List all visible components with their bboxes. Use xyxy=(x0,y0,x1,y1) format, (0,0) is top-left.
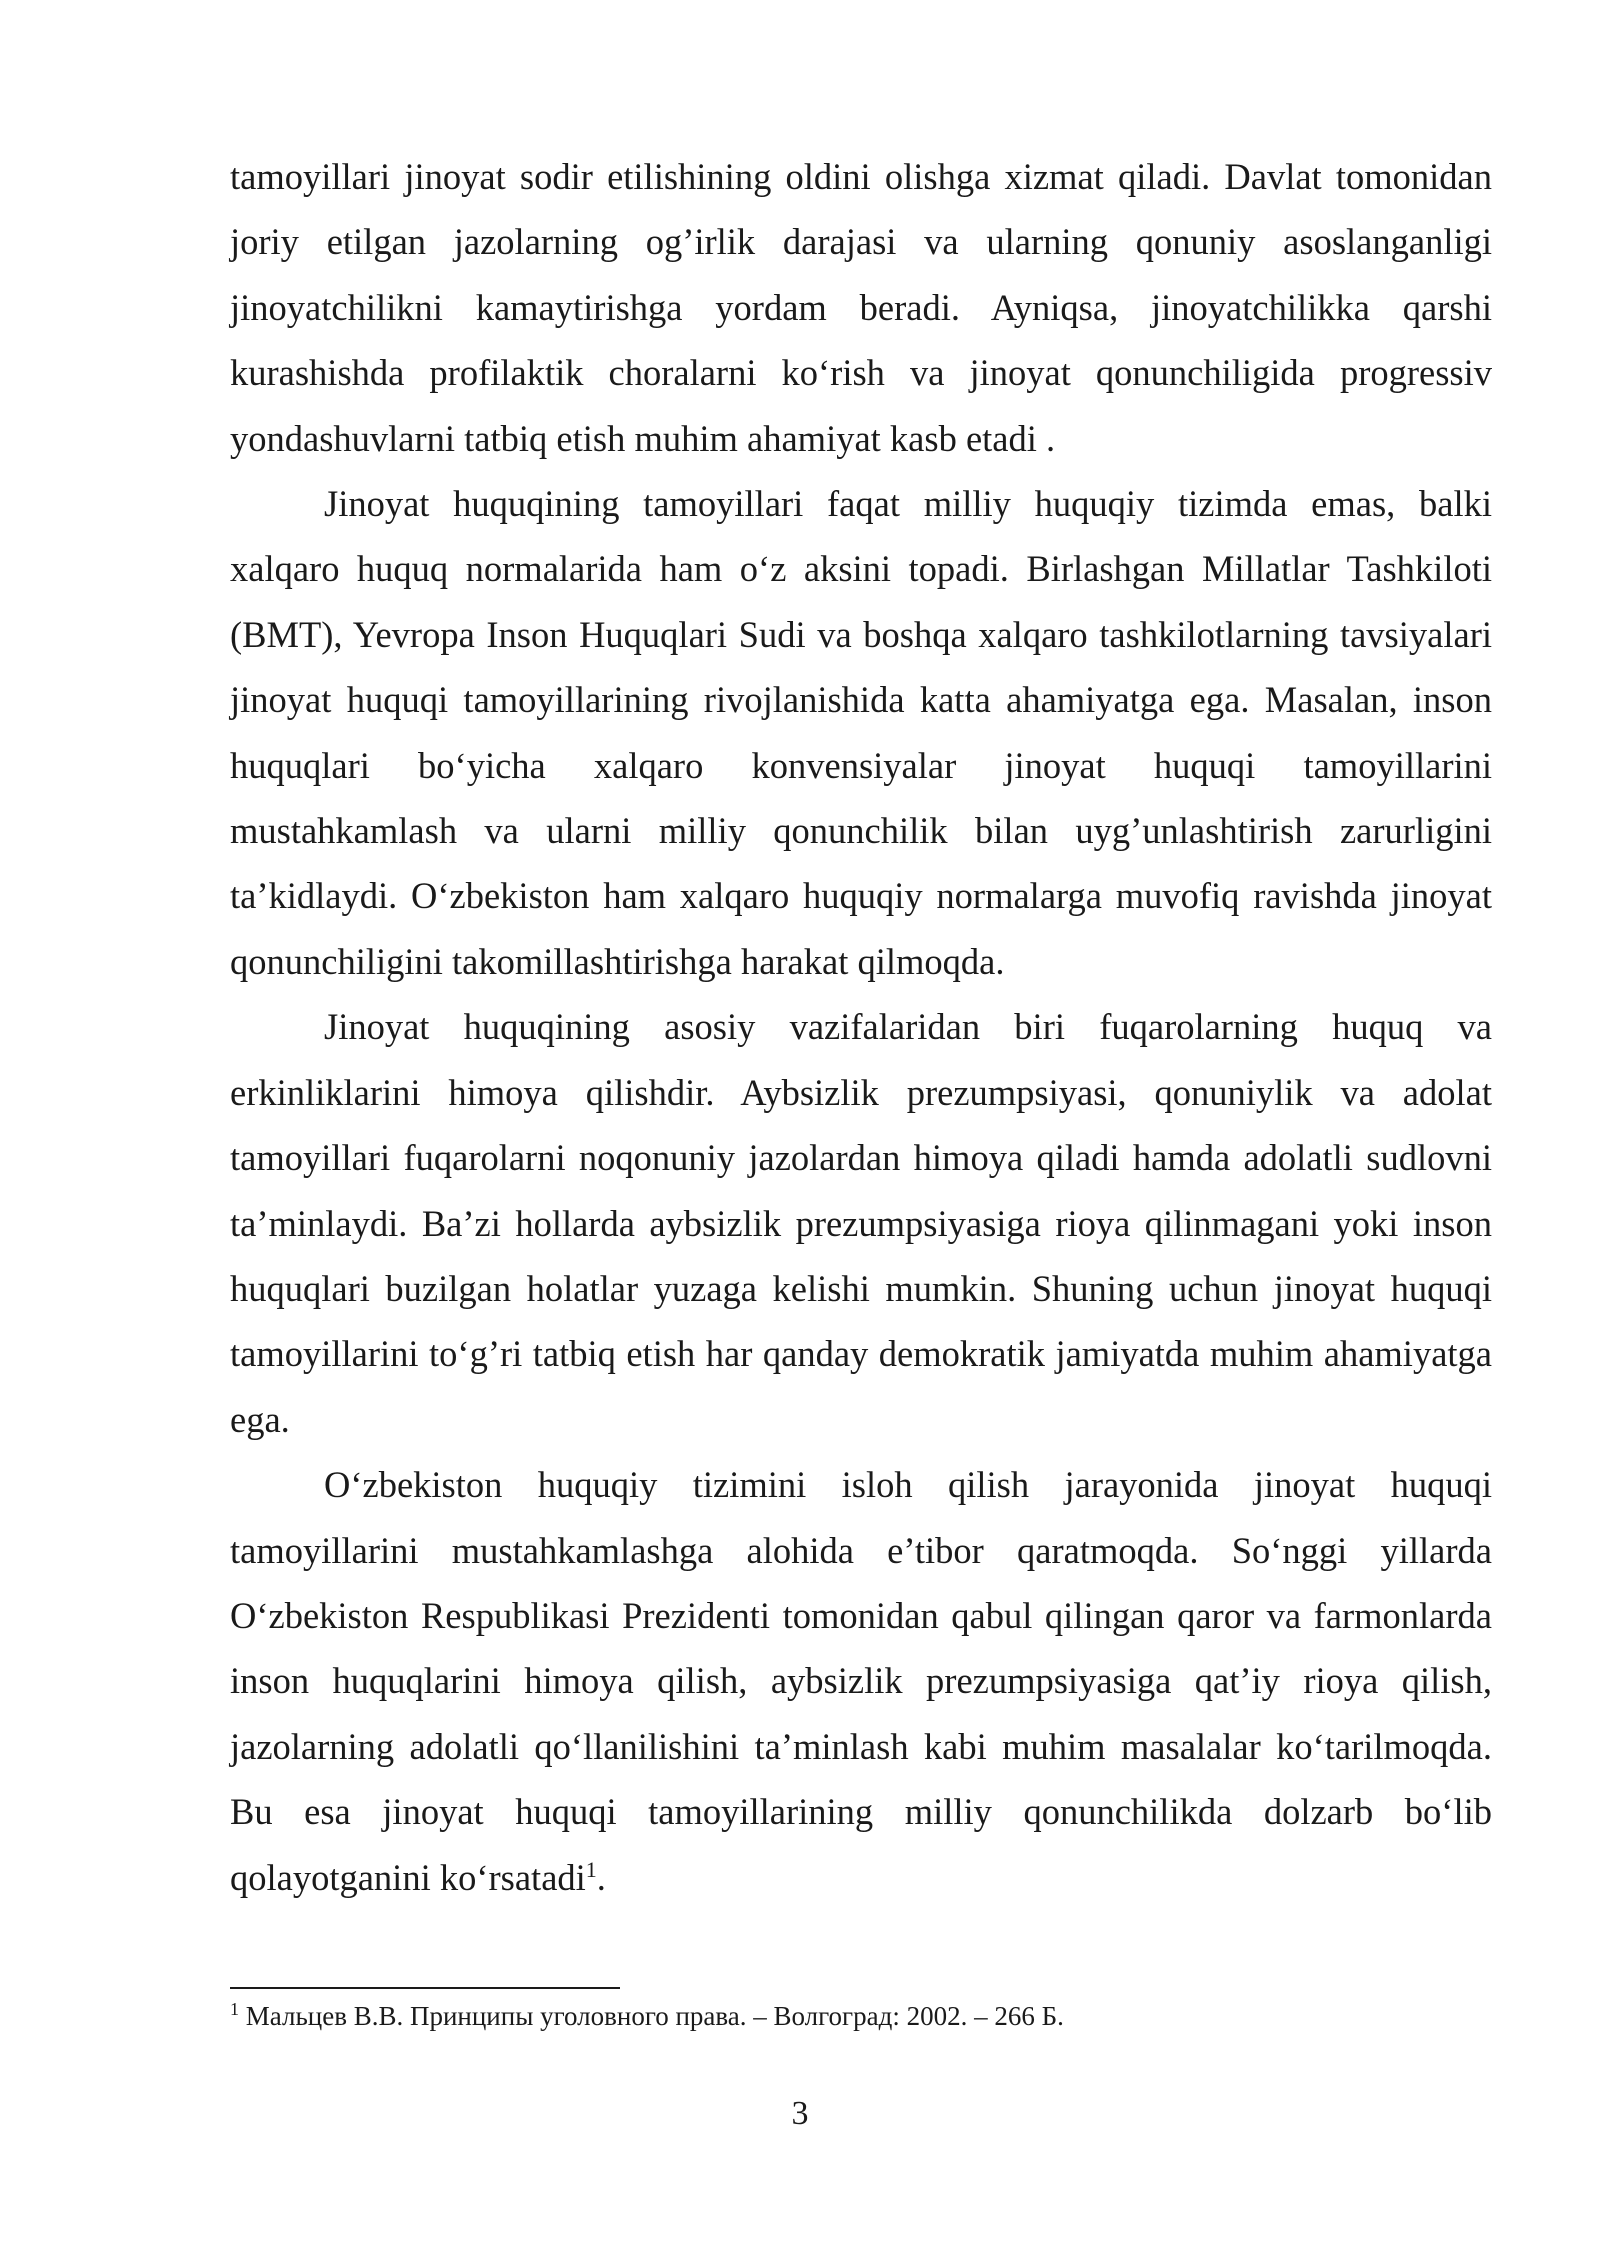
paragraph-text: Jinoyat huquqining tamoyillari faqat milliy huquqiy tizimda emas, balki xalqaro huquq normalarida ham o‘z aksini topadi. Birlashgan Millatlar Tashkiloti (BMT), Yevropa Inson Huquqlari Sudi va boshqa xalqaro tashkilotlarning tavsiyalari jinoyat huquqi tamoyillarining rivojlanishida katta ahamiyatga ega. Masalan, inson huquqlari bo‘yicha xalqaro konvensiyalar jinoyat huquqi tamoyillarini mustahkamlash va ularni milliy qonunchilik bilan uyg’unlashtirish zarurligini ta’kidlaydi. O‘zbekiston ham xalqaro huquqiy normalarga muvofiq ravishda jinoyat qonunchiligini takomillashtirishga harakat qilmoqda. xyxy=(230,483,1492,982)
paragraph-1 xyxy=(230,144,1492,471)
paragraph-tail: . xyxy=(596,1856,606,1898)
body-text xyxy=(230,144,1492,1910)
paragraph-text: Jinoyat huquqining asosiy vazifalaridan biri fuqarolarning huquq va erkinliklarini himoya qilishdir. Aybsizlik prezumpsiyasi, qonuniylik va adolat tamoyillari fuqarolarni noqonuniy jazolardan himoya qiladi hamda adolatli sudlovni ta’minlaydi. Ba’zi hollarda aybsizlik prezumpsiyasiga rioya qilinmagani yoki inson huquqlari buzilgan holatlar yuzaga kelishi mumkin. Shuning uchun jinoyat huquqi tamoyillarini to‘g’ri tatbiq etish har qanday demokratik jamiyatda muhim ahamiyatga ega. xyxy=(230,1006,1492,1440)
paragraph-4 xyxy=(230,1452,1492,1910)
paragraph-3 xyxy=(230,994,1492,1452)
footnote-separator xyxy=(230,1987,620,1989)
footnote xyxy=(230,1998,1492,2034)
footnote-reference[interactable]: 1 xyxy=(585,1856,597,1882)
paragraph-2 xyxy=(230,471,1492,994)
footnote-text: Мальцев В.В. Принципы уголовного права. – Волгоград: 2002. – 266 Б. xyxy=(239,2001,1064,2031)
paragraph-text: tamoyillari jinoyat sodir etilishining oldini olishga xizmat qiladi. Davlat tomonidan joriy etilgan jazolarning og’irlik darajasi va ularning qonuniy asoslanganligi jinoyatchilikni kamaytirishga yordam beradi. Ayniqsa, jinoyatchilikka qarshi kurashishda profilaktik choralarni ko‘rish va jinoyat qonunchiligida progressiv yondashuvlarni tatbiq etish muhim ahamiyat kasb etadi . xyxy=(230,156,1492,459)
paragraph-text: O‘zbekiston huquqiy tizimini isloh qilish jarayonida jinoyat huquqi tamoyillarini mustahkamlashga alohida e’tibor qaratmoqda. So‘nggi yillarda O‘zbekiston Respublikasi Prezidenti tomonidan qabul qilingan qaror va farmonlarda inson huquqlarini himoya qilish, aybsizlik prezumpsiyasiga qat’iy rioya qilish, jazolarning adolatli qo‘llanilishini ta’minlash kabi muhim masalalar ko‘tarilmoqda. Bu esa jinoyat huquqi tamoyillarining milliy qonunchilikda dolzarb bo‘lib qolayotganini ko‘rsatadi xyxy=(230,1464,1492,1898)
footnote-marker: 1 xyxy=(230,1999,239,2019)
page-number: 3 xyxy=(791,2095,809,2132)
